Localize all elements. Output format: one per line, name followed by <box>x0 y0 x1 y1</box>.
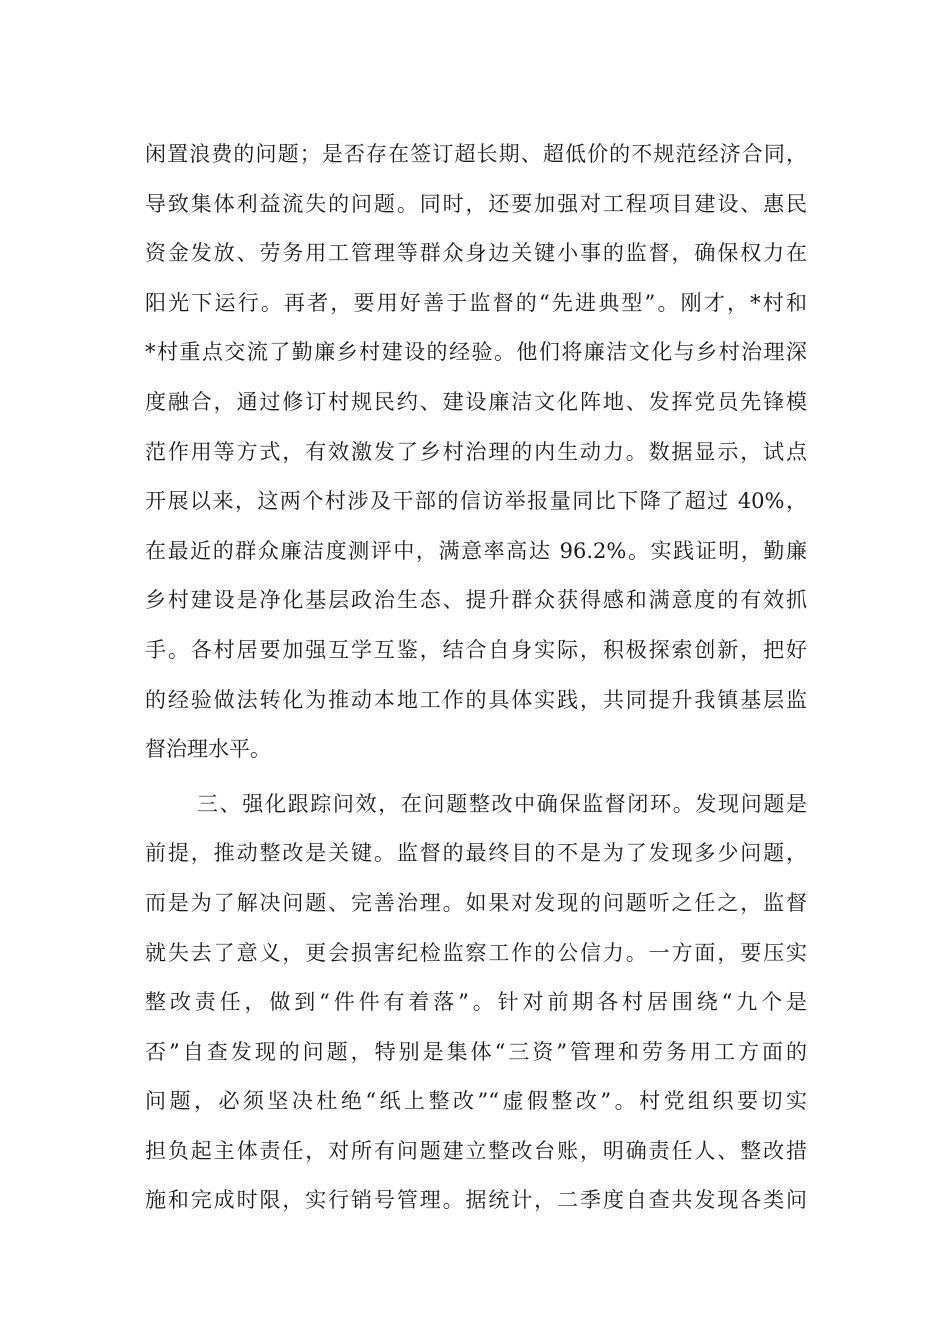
text-line: 资金发放、劳务用工管理等群众身边关键小事的监督，确保权力在 <box>145 241 807 266</box>
text-line: 担负起主体责任，对所有问题建立整改台账，明确责任人、整改措 <box>145 1138 807 1163</box>
text-line: 度融合，通过修订村规民约、建设廉洁文化阵地、发挥党员先锋模 <box>145 389 807 414</box>
text-line: 否”自查发现的问题，特别是集体“三资”管理和劳务用工方面的 <box>145 1039 807 1064</box>
text-line: 开展以来，这两个村涉及干部的信访举报量同比下降了超过 40%， <box>145 489 807 514</box>
text-line: 在最近的群众廉洁度测评中，满意率高达 96.2%。实践证明，勤廉 <box>145 538 807 563</box>
text-line: 阳光下运行。再者，要用好善于监督的“先进典型”。刚才，*村和 <box>145 290 807 315</box>
text-line: 问题，必须坚决杜绝“纸上整改”“虚假整改”。村党组织要切实 <box>145 1089 807 1114</box>
text-line: 的经验做法转化为推动本地工作的具体实践，共同提升我镇基层监 <box>145 687 807 712</box>
text-line: *村重点交流了勤廉乡村建设的经验。他们将廉洁文化与乡村治理深 <box>145 340 807 365</box>
text-line: 范作用等方式，有效激发了乡村治理的内生动力。数据显示，试点 <box>145 439 807 464</box>
text-line: 三、强化跟踪问效，在问题整改中确保监督闭环。发现问题是 <box>197 791 807 816</box>
text-line: 施和完成时限，实行销号管理。据统计，二季度自查共发现各类问 <box>145 1188 807 1213</box>
text-line: 督治理水平。 <box>145 737 271 762</box>
paragraph-2-continued <box>145 130 807 775</box>
text-line: 整改责任，做到“件件有着落”。针对前期各村居围绕“九个是 <box>145 990 807 1015</box>
text-line: 乡村建设是净化基层政治生态、提升群众获得感和满意度的有效抓 <box>145 588 807 613</box>
text-line: 而是为了解决问题、完善治理。如果对发现的问题听之任之，监督 <box>145 890 807 915</box>
text-line: 闲置浪费的问题；是否存在签订超长期、超低价的不规范经济合同， <box>145 142 807 166</box>
paragraph-3 <box>145 780 807 1226</box>
text-line: 导致集体利益流失的问题。同时，还要加强对工程项目建设、惠民 <box>145 191 807 216</box>
text-line: 就失去了意义，更会损害纪检监察工作的公信力。一方面，要压实 <box>145 940 807 965</box>
text-line: 前提，推动整改是关键。监督的最终目的不是为了发现多少问题， <box>145 841 807 866</box>
document-page <box>145 130 807 1226</box>
text-line: 手。各村居要加强互学互鉴，结合自身实际，积极探索创新，把好 <box>145 637 807 662</box>
